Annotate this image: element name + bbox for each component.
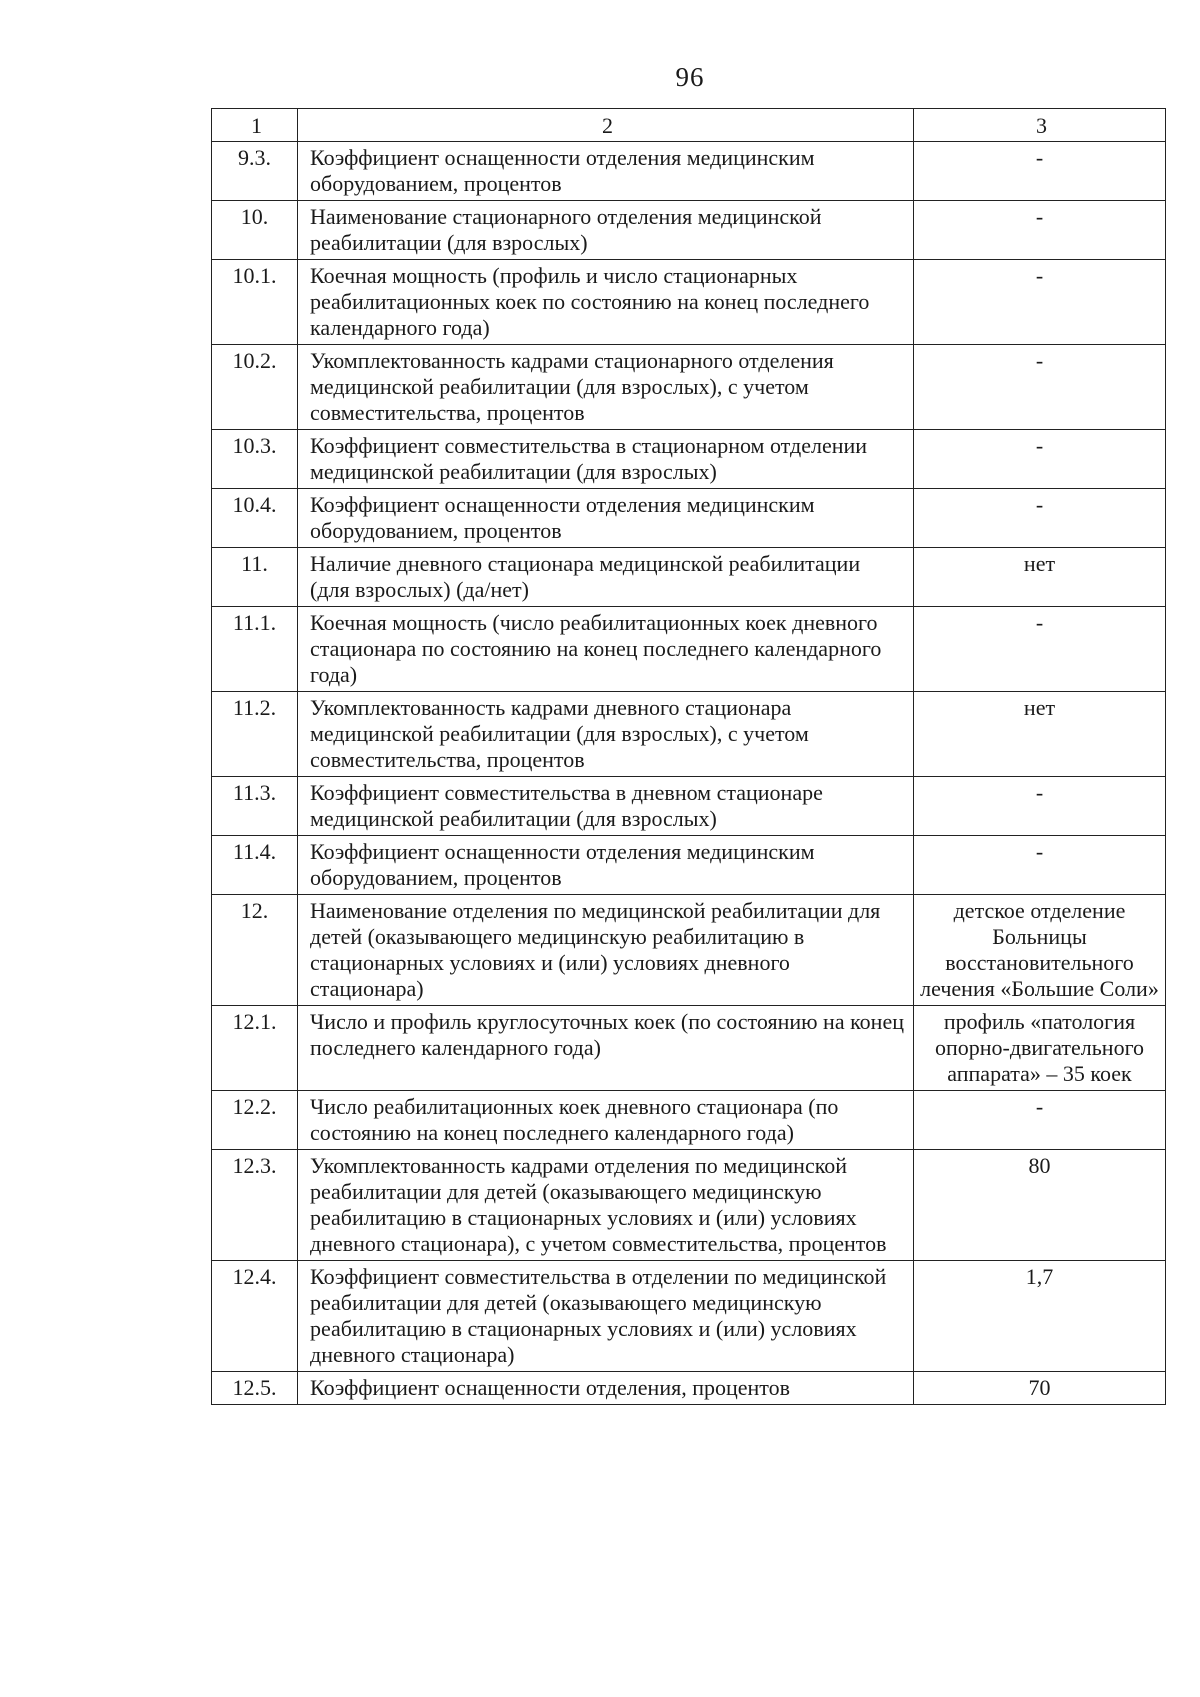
row-number-cell: 12.2.	[212, 1091, 298, 1150]
indicator-value-cell: -	[914, 489, 1166, 548]
indicator-value-cell: 70	[914, 1372, 1166, 1405]
row-number-cell: 10.1.	[212, 260, 298, 345]
row-number-cell: 12.	[212, 895, 298, 1006]
table-row	[212, 607, 1166, 692]
row-number-cell: 12.4.	[212, 1261, 298, 1372]
indicator-description-cell: Число и профиль круглосуточных коек (по состоянию на конец последнего календарного года)	[298, 1006, 914, 1091]
indicator-value-cell: -	[914, 607, 1166, 692]
row-number-cell: 11.2.	[212, 692, 298, 777]
indicator-value-cell: 1,7	[914, 1261, 1166, 1372]
indicator-value-cell: детское отделение Больницы восстановительного лечения «Большие Соли»	[914, 895, 1166, 1006]
table-row	[212, 1261, 1166, 1372]
indicator-value-cell: -	[914, 260, 1166, 345]
column-header-1: 1	[212, 109, 298, 142]
table-row	[212, 345, 1166, 430]
indicator-description-cell: Коэффициент совместительства в стационарном отделении медицинской реабилитации (для взрослых)	[298, 430, 914, 489]
table-row	[212, 1006, 1166, 1091]
indicator-value-cell: -	[914, 201, 1166, 260]
indicator-description-cell: Укомплектованность кадрами отделения по медицинской реабилитации для детей (оказывающего медицинскую реабилитацию в стационарных условиях и (или) условиях дневного стационара), с учетом совместительства, процентов	[298, 1150, 914, 1261]
table-row	[212, 777, 1166, 836]
indicator-description-cell: Укомплектованность кадрами стационарного отделения медицинской реабилитации (для взрослых), с учетом совместительства, процентов	[298, 345, 914, 430]
column-header-2: 2	[298, 109, 914, 142]
row-number-cell: 9.3.	[212, 142, 298, 201]
indicator-value-cell: профиль «патология опорно-двигательного аппарата» – 35 коек	[914, 1006, 1166, 1091]
indicator-description-cell: Коечная мощность (число реабилитационных коек дневного стационара по состоянию на конец последнего календарного года)	[298, 607, 914, 692]
indicator-value-cell: нет	[914, 692, 1166, 777]
indicator-description-cell: Коэффициент оснащенности отделения медицинским оборудованием, процентов	[298, 489, 914, 548]
row-number-cell: 11.4.	[212, 836, 298, 895]
table-row	[212, 1150, 1166, 1261]
table-row	[212, 260, 1166, 345]
row-number-cell: 12.3.	[212, 1150, 298, 1261]
indicator-value-cell: -	[914, 777, 1166, 836]
table-header-row	[212, 109, 1166, 142]
indicator-description-cell: Коэффициент оснащенности отделения, процентов	[298, 1372, 914, 1405]
row-number-cell: 10.2.	[212, 345, 298, 430]
indicator-description-cell: Наличие дневного стационара медицинской реабилитации (для взрослых) (да/нет)	[298, 548, 914, 607]
indicator-description-cell: Коэффициент оснащенности отделения медицинским оборудованием, процентов	[298, 836, 914, 895]
indicator-description-cell: Укомплектованность кадрами дневного стационара медицинской реабилитации (для взрослых), с учетом совместительства, процентов	[298, 692, 914, 777]
indicator-value-cell: -	[914, 142, 1166, 201]
table-row	[212, 836, 1166, 895]
table-row	[212, 548, 1166, 607]
table-row	[212, 692, 1166, 777]
indicator-description-cell: Коэффициент совместительства в отделении по медицинской реабилитации для детей (оказывающего медицинскую реабилитацию в стационарных условиях и (или) условиях дневного стационара)	[298, 1261, 914, 1372]
table-row	[212, 489, 1166, 548]
row-number-cell: 10.3.	[212, 430, 298, 489]
table-row	[212, 142, 1166, 201]
row-number-cell: 11.1.	[212, 607, 298, 692]
row-number-cell: 11.	[212, 548, 298, 607]
indicator-value-cell: -	[914, 345, 1166, 430]
page-number: 96	[675, 62, 705, 92]
table-row	[212, 895, 1166, 1006]
column-header-3: 3	[914, 109, 1166, 142]
row-number-cell: 10.4.	[212, 489, 298, 548]
indicator-description-cell: Наименование отделения по медицинской реабилитации для детей (оказывающего медицинскую реабилитацию в стационарных условиях и (или) условиях дневного стационара)	[298, 895, 914, 1006]
table-row	[212, 430, 1166, 489]
indicator-description-cell: Коечная мощность (профиль и число стационарных реабилитационных коек по состоянию на конец последнего календарного года)	[298, 260, 914, 345]
table-row	[212, 201, 1166, 260]
indicator-value-cell: -	[914, 1091, 1166, 1150]
indicator-description-cell: Число реабилитационных коек дневного стационара (по состоянию на конец последнего календарного года)	[298, 1091, 914, 1150]
indicator-description-cell: Коэффициент совместительства в дневном стационаре медицинской реабилитации (для взрослых)	[298, 777, 914, 836]
indicator-value-cell: нет	[914, 548, 1166, 607]
indicator-value-cell: 80	[914, 1150, 1166, 1261]
indicator-description-cell: Наименование стационарного отделения медицинской реабилитации (для взрослых)	[298, 201, 914, 260]
indicators-table	[211, 108, 1166, 1405]
indicator-value-cell: -	[914, 836, 1166, 895]
row-number-cell: 12.5.	[212, 1372, 298, 1405]
row-number-cell: 10.	[212, 201, 298, 260]
row-number-cell: 11.3.	[212, 777, 298, 836]
row-number-cell: 12.1.	[212, 1006, 298, 1091]
indicator-value-cell: -	[914, 430, 1166, 489]
table-row	[212, 1091, 1166, 1150]
indicator-description-cell: Коэффициент оснащенности отделения медицинским оборудованием, процентов	[298, 142, 914, 201]
table-row	[212, 1372, 1166, 1405]
